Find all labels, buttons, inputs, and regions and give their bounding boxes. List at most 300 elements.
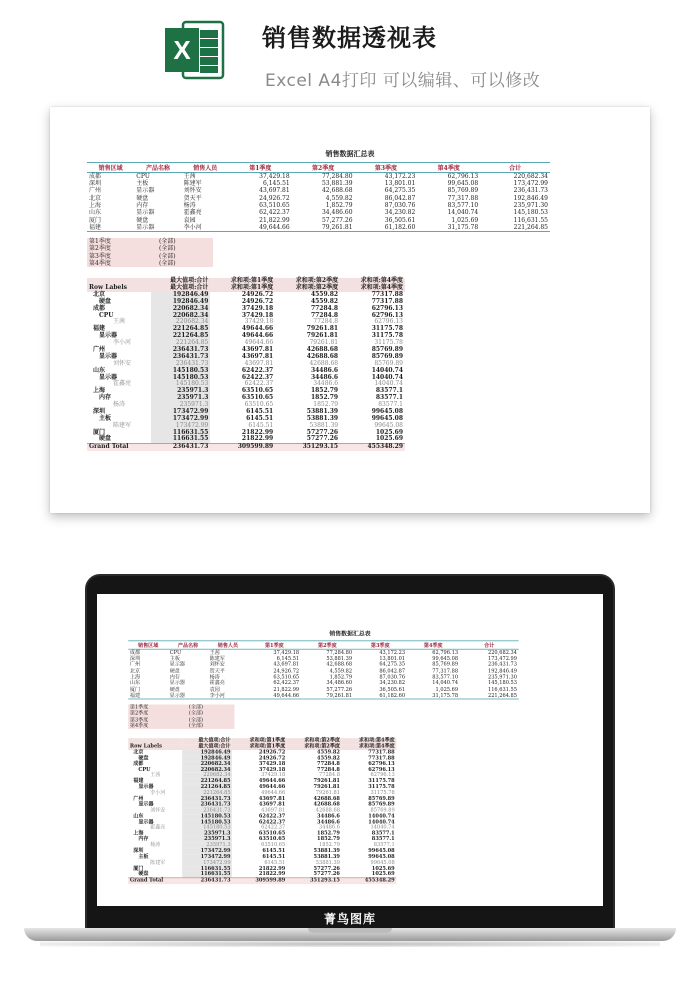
pivot-header-cell: 求和项:第1季度 [210, 278, 275, 285]
summary-table [87, 162, 550, 232]
pivot-cell: 42688.68 [313, 795, 340, 802]
pivot-cell: 192846.49 [182, 750, 232, 756]
table-row [87, 224, 550, 232]
pivot-cell: 63510.65 [241, 387, 274, 395]
table-cell: 57,277.26 [326, 686, 353, 693]
filter-label: 第4季度 [89, 260, 111, 268]
pivot-cell: 220682.34 [151, 312, 210, 319]
pivot-cell: 37429.18 [258, 760, 286, 767]
table-cell: 235,971.30 [513, 202, 548, 210]
pivot-cell: 455348.29 [342, 878, 397, 884]
pivot-cell: 235971.3 [151, 402, 210, 409]
pivot-cell: 221264.85 [182, 791, 232, 797]
column-header: 销售区域 [128, 641, 168, 649]
filter-value: (全部) [188, 704, 203, 711]
pivot-cell: 145180.53 [151, 381, 210, 388]
table-cell: 221,264.85 [480, 224, 550, 232]
pivot-cell: 北京 [93, 290, 106, 298]
table-cell: 61,182.60 [355, 224, 418, 232]
table-cell: 220,682.34 [513, 173, 548, 180]
table-cell: 1,025.69 [451, 216, 479, 224]
pivot-cell: 220682.34 [151, 319, 210, 326]
pivot-cell: 42688.68 [313, 801, 340, 808]
table-cell: 显示器 [168, 692, 208, 698]
filter-label: 第2季度 [89, 245, 111, 253]
pivot-cell: 李小河 [150, 789, 166, 796]
pivot-header-cell: 求和项:第1季度 [232, 744, 287, 750]
pivot-cell: 显示器 [99, 352, 118, 360]
pivot-cell: 221264.85 [182, 785, 232, 791]
pivot-cell: 63510.65 [258, 830, 286, 837]
pivot-cell: 24926.72 [258, 754, 286, 761]
pivot-cell: 85769.89 [370, 807, 395, 814]
pivot-cell: 236431.73 [182, 878, 232, 884]
pivot-cell: 79261.81 [306, 332, 339, 340]
pivot-cell: 99645.08 [370, 859, 395, 866]
pivot-cell: 309599.89 [210, 444, 275, 451]
pivot-cell: 1025.69 [375, 428, 403, 436]
table-cell: 24,926.72 [259, 194, 290, 202]
pivot-cell: 62422.37 [241, 373, 274, 381]
pivot-cell: 显示器 [138, 818, 154, 825]
pivot-cell: 83577.1 [378, 401, 403, 409]
pivot-cell: 21822.99 [241, 435, 274, 443]
pivot-cell: 145180.53 [182, 825, 232, 831]
table-cell: 31,175.78 [407, 692, 460, 698]
pivot-cell: 77317.88 [371, 297, 403, 305]
table-cell: 77,284.80 [326, 649, 353, 656]
pivot-cell: 236431.73 [182, 796, 232, 802]
pivot-cell: 351293.15 [287, 878, 342, 884]
table-cell: 62,422.37 [273, 680, 300, 687]
pivot-cell: 31175.78 [370, 789, 395, 796]
table-cell: 79,261.81 [301, 692, 354, 698]
pivot-cell: 83577.1 [371, 836, 395, 843]
sheet-preview [50, 107, 650, 513]
table-cell: 63,510.65 [273, 674, 300, 681]
pivot-cell: 24926.72 [241, 290, 274, 298]
table-cell: 13,801.01 [384, 180, 416, 188]
page-subtitle: Excel A4打印 可以编辑、可以修改 [265, 71, 541, 91]
table-cell: 4,559.82 [325, 194, 353, 202]
pivot-cell: 37429.18 [241, 311, 274, 319]
pivot-cell: 77317.88 [368, 754, 395, 761]
table-row [87, 195, 550, 202]
pivot-cell: 99645.08 [371, 408, 403, 416]
table-cell: 山东 [129, 680, 141, 687]
pivot-cell: 43697.81 [261, 807, 286, 814]
pivot-cell: 山东 [133, 812, 144, 819]
pivot-cell: 34486.6 [310, 373, 339, 381]
pivot-cell: 236431.73 [151, 354, 210, 361]
table-cell: 内存 [136, 202, 149, 210]
pivot-cell: 116631.55 [182, 872, 232, 878]
pivot-cell: CPU [99, 311, 114, 319]
table-cell: 李小河 [182, 224, 229, 232]
pivot-cell: 351293.15 [275, 444, 340, 451]
pivot-cell: 236431.73 [182, 808, 232, 814]
pivot-cell: 1852.79 [310, 394, 339, 402]
table-cell: 福建 [128, 692, 168, 698]
pivot-cell: 4559.82 [317, 754, 340, 761]
pivot-cell: 192846.49 [151, 292, 210, 299]
pivot-header-cell: Row Labels [87, 285, 151, 292]
filter-value: (全部) [158, 238, 176, 246]
pivot-cell: 49644.66 [241, 332, 274, 340]
pivot-cell: 上海 [93, 387, 106, 395]
pivot-cell: 37429.18 [244, 318, 274, 326]
table-cell: 陈建军 [209, 655, 225, 662]
pivot-cell: 235971.3 [151, 388, 210, 395]
pivot-cell: 53881.39 [313, 853, 340, 860]
pivot-cell: 31175.78 [371, 332, 403, 340]
pivot-cell: 1852.79 [317, 830, 340, 837]
pivot-cell: 王茜 [150, 772, 161, 779]
pivot-cell: 53881.39 [315, 859, 340, 866]
pivot-cell: 37429.18 [258, 766, 286, 773]
column-header: 第2季度 [301, 641, 354, 649]
pivot-cell: 霍鑫亮 [150, 824, 166, 831]
pivot-cell: 显示器 [138, 783, 154, 790]
pivot-cell: 85769.89 [368, 801, 395, 808]
pivot-cell: Grand Total [87, 444, 151, 451]
pivot-cell: 42688.68 [306, 346, 339, 353]
pivot-cell: 6145.51 [264, 859, 286, 866]
column-header: 第2季度 [292, 163, 355, 173]
table-cell: 21,822.99 [273, 686, 300, 693]
table-row [87, 173, 550, 181]
column-header: 第4季度 [417, 163, 480, 173]
pivot-cell: 62796.13 [371, 311, 403, 319]
table-cell: 43,172.23 [384, 173, 416, 180]
pivot-cell: 173472.99 [151, 423, 210, 430]
table-cell: 235,971.30 [487, 674, 517, 681]
filter-label: 第3季度 [129, 716, 149, 723]
pivot-cell: 硬盘 [138, 754, 149, 761]
table-cell: 4,559.82 [329, 667, 353, 674]
table-cell: 36,505.61 [384, 216, 416, 224]
pivot-grand-total-row [87, 444, 405, 451]
table-cell: 王茜 [209, 649, 220, 656]
table-cell: 34,230.82 [379, 680, 406, 687]
pivot-cell: 77284.8 [319, 772, 340, 779]
pivot-cell: 145180.53 [182, 814, 232, 820]
table-cell: 1,852.79 [325, 202, 353, 210]
pivot-header-cell: 求和项:第2季度 [275, 278, 340, 285]
pivot-cell: 77284.8 [317, 760, 340, 767]
pivot-cell: 57277.26 [313, 871, 340, 877]
pivot-cell: CPU [138, 766, 151, 773]
pivot-cell: 显示器 [138, 801, 154, 808]
table-cell: 42,688.68 [326, 661, 353, 668]
pivot-cell: 79261.81 [313, 778, 340, 785]
pivot-cell: 192846.49 [182, 756, 232, 762]
pivot-cell: 85769.89 [374, 359, 403, 367]
laptop-brand-label: 菁鸟图库 [323, 912, 376, 926]
table-cell: 77,284.80 [321, 173, 353, 180]
table-cell: 87,030.76 [379, 674, 406, 681]
table-cell: 福建 [87, 224, 134, 232]
pivot-header-cell: 求和项:第1季度 [210, 285, 275, 292]
pivot-cell: 深圳 [93, 408, 106, 416]
table-cell: 37,429.18 [273, 649, 300, 656]
table-cell: 36,505.61 [379, 686, 406, 693]
filter-value: (全部) [158, 245, 176, 253]
table-cell: 34,486.60 [321, 209, 353, 217]
pivot-cell: 235971.3 [182, 843, 232, 849]
table-cell: 64,275.35 [384, 187, 416, 195]
column-header: 合计 [460, 641, 519, 649]
pivot-cell: 220682.34 [182, 773, 232, 779]
table-cell: 刘怀安 [209, 661, 225, 668]
table-cell: 43,697.81 [273, 661, 300, 668]
pivot-cell: 77284.8 [313, 318, 339, 326]
pivot-cell: 53881.39 [309, 421, 339, 429]
pivot-cell: 79261.81 [306, 325, 339, 333]
table-cell: 袁园 [209, 686, 220, 693]
pivot-cell: 63510.65 [261, 842, 286, 848]
table-cell: 显示器 [169, 680, 185, 687]
table-cell: 173,472.99 [487, 655, 517, 662]
pivot-cell: 79261.81 [313, 783, 340, 790]
pivot-cell: 杨涛 [113, 401, 126, 409]
pivot-header-cell: 求和项:第4季度 [342, 738, 397, 744]
laptop-sheet-content [97, 594, 603, 906]
pivot-cell: 山东 [93, 366, 106, 374]
pivot-cell: 116631.55 [182, 866, 232, 872]
pivot-cell: 192846.49 [151, 299, 210, 306]
excel-logo-icon [163, 19, 225, 81]
pivot-cell: 83577.1 [375, 394, 403, 402]
table-cell: 霍鑫亮 [183, 209, 202, 217]
pivot-cell: 陈建军 [113, 421, 132, 429]
filter-table [128, 704, 234, 729]
table-cell: 64,275.35 [379, 661, 406, 668]
pivot-cell: 43697.81 [258, 795, 286, 802]
pivot-header-cell: 求和项:第1季度 [232, 738, 287, 744]
pivot-header-cell: 求和项:第4季度 [340, 285, 405, 292]
pivot-cell: 主板 [138, 853, 149, 860]
pivot-cell: 63510.65 [241, 394, 274, 402]
pivot-header-cell: 最大值项:合计 [182, 738, 232, 744]
pivot-cell: 99645.08 [368, 853, 395, 860]
table-cell: CPU [136, 173, 150, 180]
pivot-cell: 34486.6 [317, 812, 340, 819]
pivot-cell: 34486.6 [319, 824, 340, 831]
table-cell: 杨涛 [209, 674, 220, 681]
table-cell: 34,230.82 [384, 209, 416, 217]
table-cell: 57,277.26 [321, 216, 353, 224]
pivot-cell: 主板 [99, 414, 112, 422]
pivot-table [128, 738, 396, 884]
pivot-cell: 63510.65 [244, 401, 274, 409]
pivot-cell: 37429.18 [241, 304, 274, 312]
pivot-header-cell: Row Labels [128, 744, 182, 750]
summary-header-row [87, 163, 550, 173]
table-cell: 85,769.89 [432, 661, 459, 668]
pivot-cell: 刘怀安 [113, 359, 132, 367]
pivot-cell: 49644.66 [258, 778, 286, 785]
pivot-header-cell: 最大值项:合计 [151, 278, 210, 285]
pivot-cell: 显示器 [99, 332, 118, 340]
pivot-cell: 83577.1 [373, 842, 395, 848]
table-cell: 83,577.10 [432, 674, 459, 681]
table-cell: 87,030.76 [384, 202, 416, 210]
table-cell: 1,025.69 [435, 686, 459, 693]
pivot-cell: 53881.39 [306, 414, 339, 422]
filter-label: 第1季度 [89, 238, 111, 246]
pivot-cell: 77284.8 [310, 311, 339, 319]
pivot-cell: 77317.88 [371, 290, 403, 298]
pivot-cell: 24926.72 [258, 749, 286, 755]
filter-value: (全部) [188, 710, 203, 717]
pivot-cell: 6145.51 [262, 847, 286, 854]
table-cell: 王茜 [183, 173, 196, 180]
table-cell: 192,846.49 [487, 667, 517, 674]
pivot-cell: 硬盘 [99, 435, 112, 443]
table-cell: 37,429.18 [259, 173, 290, 180]
table-cell: 14,040.74 [447, 209, 479, 217]
table-cell: 硬盘 [136, 194, 149, 202]
table-cell: 86,042.87 [379, 667, 406, 674]
pivot-cell: 成都 [133, 760, 144, 767]
pivot-cell: 深圳 [133, 847, 144, 854]
sheet-title: 销售数据汇总表 [325, 149, 375, 158]
pivot-cell: 4559.82 [317, 749, 340, 755]
pivot-cell: 厦门 [93, 428, 106, 436]
pivot-cell: 85769.89 [371, 352, 403, 360]
pivot-cell: 57277.26 [313, 865, 340, 872]
pivot-cell: 43697.81 [258, 801, 286, 808]
table-cell: 显示器 [169, 661, 185, 668]
summary-table [128, 640, 518, 699]
table-cell: 116,631.55 [487, 686, 517, 693]
pivot-cell: 145180.53 [151, 368, 210, 375]
table-cell: 深圳 [89, 180, 102, 188]
pivot-cell: 62796.13 [370, 772, 395, 779]
pivot-cell: 99645.08 [371, 414, 403, 422]
table-cell: 杨涛 [183, 202, 196, 210]
table-cell: 广州 [129, 661, 141, 668]
filter-value: (全部) [188, 723, 203, 729]
table-cell: 99,645.08 [432, 655, 459, 662]
table-cell: 主板 [169, 655, 180, 662]
table-cell: 43,172.23 [379, 649, 406, 656]
column-header: 第1季度 [229, 163, 292, 173]
table-row [87, 187, 550, 194]
table-cell: 刘怀安 [183, 187, 202, 195]
pivot-header-cell: 求和项:第2季度 [287, 744, 342, 750]
pivot-cell: 显示器 [99, 373, 118, 381]
table-row [87, 180, 550, 187]
pivot-cell: 236431.73 [151, 444, 210, 451]
table-cell: 236,431.73 [487, 661, 517, 668]
table-cell: 192,846.49 [513, 194, 548, 202]
filter-label: 第3季度 [89, 252, 111, 260]
pivot-cell: 李小河 [113, 339, 132, 347]
pivot-cell: 173472.99 [182, 860, 232, 866]
pivot-cell: 236431.73 [182, 802, 232, 808]
pivot-cell: 6145.51 [262, 853, 286, 860]
pivot-cell: 21822.99 [241, 428, 274, 436]
pivot-header-cell: 求和项:第2季度 [287, 738, 342, 744]
table-cell: 成都 [129, 649, 141, 656]
column-header: 合计 [480, 163, 550, 173]
summary-header-row [128, 641, 518, 649]
table-cell: 77,317.88 [432, 667, 459, 674]
pivot-cell: 14040.74 [374, 380, 403, 388]
pivot-cell: 21822.99 [258, 871, 286, 877]
pivot-cell: 63510.65 [258, 836, 286, 843]
pivot-cell: 221264.85 [151, 333, 210, 340]
pivot-cell: 1852.79 [319, 842, 340, 848]
pivot-row [87, 416, 405, 423]
pivot-cell: 成都 [93, 304, 106, 312]
pivot-cell: 21822.99 [258, 865, 286, 872]
pivot-cell: 内存 [99, 394, 112, 402]
pivot-cell: 99645.08 [374, 421, 403, 429]
pivot-cell: 173472.99 [182, 854, 232, 860]
pivot-cell: 硬盘 [138, 871, 149, 877]
pivot-cell: 杨涛 [150, 842, 161, 848]
pivot-cell: 1025.69 [371, 871, 395, 877]
pivot-cell: 236431.73 [151, 361, 210, 368]
pivot-cell: 220682.34 [182, 767, 232, 773]
filter-value: (全部) [158, 260, 176, 268]
laptop-screen [97, 594, 603, 906]
table-cell: 显示器 [136, 209, 155, 217]
pivot-cell: 53881.39 [306, 408, 339, 416]
table-cell: 上海 [89, 202, 102, 210]
column-header: 第4季度 [407, 641, 460, 649]
table-row [128, 692, 518, 698]
table-cell: 49,644.66 [248, 692, 301, 698]
pivot-grand-total-row [128, 878, 396, 884]
pivot-cell: 49644.66 [261, 789, 286, 796]
table-cell: 13,801.01 [379, 655, 406, 662]
table-cell: 主板 [136, 180, 149, 188]
pivot-cell: 221264.85 [151, 340, 210, 347]
pivot-table [87, 278, 405, 451]
pivot-cell: 42688.68 [315, 807, 340, 814]
table-cell: 85,769.89 [447, 187, 479, 195]
table-cell: 43,697.81 [259, 187, 290, 195]
pivot-cell: 145180.53 [182, 820, 232, 826]
pivot-cell: 220682.34 [182, 761, 232, 767]
pivot-cell: 83577.1 [371, 830, 395, 837]
pivot-cell: 1852.79 [317, 836, 340, 843]
pivot-cell: 4559.82 [310, 290, 339, 298]
filter-row [87, 260, 213, 267]
filter-row [128, 723, 234, 729]
pivot-cell: 34486.6 [310, 366, 339, 374]
table-cell: 厦门 [89, 216, 102, 224]
table-cell: 内存 [169, 674, 180, 681]
table-cell: 61,182.60 [354, 692, 407, 698]
filter-label: 第2季度 [129, 710, 149, 717]
pivot-cell: Grand Total [128, 878, 182, 884]
column-header: 销售人员 [208, 641, 248, 649]
table-cell: 李小河 [208, 692, 248, 698]
pivot-cell: 173472.99 [182, 849, 232, 855]
pivot-cell: 42688.68 [309, 359, 339, 367]
table-cell: 24,926.72 [273, 667, 300, 674]
filter-value: (全部) [188, 716, 203, 723]
column-header: 第3季度 [354, 641, 407, 649]
pivot-cell: 116631.55 [151, 436, 210, 443]
filter-row [87, 253, 213, 260]
table-cell: 显示器 [134, 224, 181, 232]
